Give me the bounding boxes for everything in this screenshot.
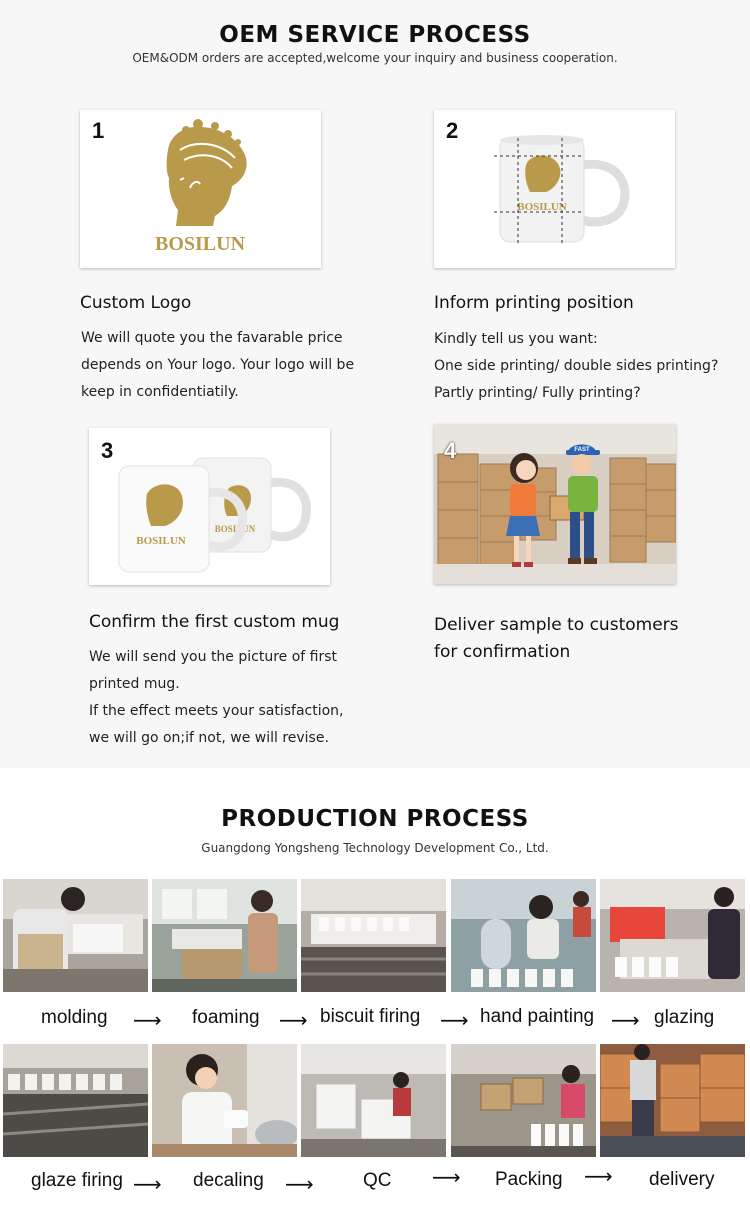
- step2-number: 2: [446, 118, 459, 143]
- qc-photo: [301, 1044, 446, 1157]
- step4-title: Deliver sample to customers for confirmation: [434, 615, 679, 662]
- production-subtitle: Guangdong Yongsheng Technology Development Co., Ltd.: [201, 841, 549, 855]
- production-title: PRODUCTION PROCESS: [221, 806, 529, 832]
- step3-text: We will send you the picture of first printed mug. If the effect meets your satisfaction, we will go on;if not, we will revise.: [89, 649, 344, 746]
- step-foaming-label: foaming: [192, 1007, 260, 1028]
- biscuit-firing-photo: [301, 879, 446, 992]
- arrow-right-icon: ⟶: [133, 1172, 162, 1196]
- step4-delivery-image: [434, 424, 676, 584]
- arrow-right-icon: ⟶: [285, 1172, 314, 1196]
- two-mugs-icon: [89, 428, 330, 585]
- step-molding-label: molding: [41, 1007, 108, 1028]
- step1-text: We will quote you the favarable price depends on Your logo. Your logo will be keep in confidentiatily.: [81, 330, 355, 400]
- molding-photo: [3, 879, 148, 992]
- step-hand-painting-label: hand painting: [480, 1006, 595, 1027]
- step-qc-label: QC: [363, 1170, 392, 1191]
- step-packing-label: Packing: [495, 1169, 563, 1190]
- arrow-right-icon: ⟶: [432, 1165, 461, 1189]
- bosilun-logo-icon: [80, 110, 321, 268]
- delivery-scene-icon: [434, 424, 676, 584]
- arrow-right-icon: ⟶: [279, 1008, 308, 1032]
- step-delivery-label: delivery: [649, 1169, 715, 1190]
- arrow-right-icon: ⟶: [440, 1008, 469, 1032]
- arrow-right-icon: ⟶: [584, 1164, 613, 1188]
- step2-text: Kindly tell us you want: One side printing/ double sides printing? Partly printing/ Fully printing?: [434, 331, 719, 401]
- glazing-photo: [600, 879, 745, 992]
- step2-logo-text: BOSILUN: [517, 201, 567, 213]
- arrow-right-icon: ⟶: [611, 1008, 640, 1032]
- step3-number: 3: [101, 438, 114, 463]
- step3-mugs-image: [89, 428, 330, 585]
- oem-subtitle: OEM&ODM orders are accepted,welcome your inquiry and business cooperation.: [132, 51, 618, 65]
- hand-painting-photo: [451, 879, 596, 992]
- step1-number: 1: [92, 118, 105, 143]
- delivery-photo: [600, 1044, 745, 1157]
- foaming-photo: [152, 879, 297, 992]
- svg-text:BOSILUN: BOSILUN: [214, 524, 256, 534]
- glaze-firing-photo: [3, 1044, 148, 1157]
- step-glazing-label: glazing: [654, 1007, 715, 1028]
- step2-title: Inform printing position: [434, 293, 634, 313]
- packing-photo: [451, 1044, 596, 1157]
- oem-title: OEM SERVICE PROCESS: [219, 22, 531, 48]
- step3-logo-text: BOSILUN: [136, 535, 186, 547]
- mug-print-position-icon: [434, 110, 675, 268]
- step2-mug-image: [434, 110, 675, 268]
- step-glaze-firing-label: glaze firing: [31, 1170, 123, 1191]
- step1-logo-image: [80, 110, 321, 268]
- step4-number: 4: [444, 438, 457, 463]
- step3-title: Confirm the first custom mug: [89, 612, 340, 632]
- arrow-right-icon: ⟶: [133, 1008, 162, 1032]
- step1-title: Custom Logo: [80, 293, 192, 313]
- step-biscuit-firing-label: biscuit firing: [320, 1006, 421, 1027]
- step1-logo-text: BOSILUN: [154, 233, 246, 255]
- decaling-photo: [152, 1044, 297, 1157]
- step4-cap-text: FAST: [574, 447, 590, 453]
- step-decaling-label: decaling: [193, 1170, 264, 1191]
